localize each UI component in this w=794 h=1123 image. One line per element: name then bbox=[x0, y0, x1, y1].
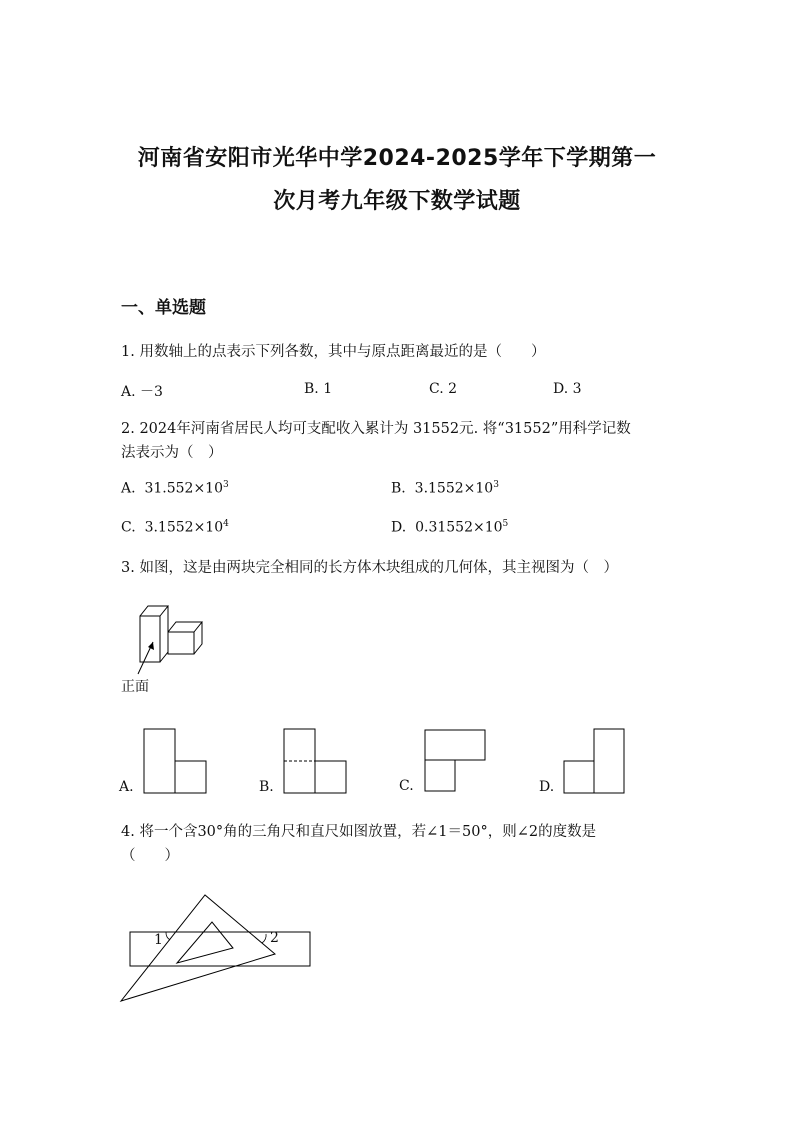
question-1-option-c: C. 2 bbox=[429, 381, 458, 397]
question-2-option-b bbox=[391, 480, 499, 497]
question-2-option-c bbox=[121, 519, 229, 536]
option-exponent: 3 bbox=[223, 480, 229, 490]
option-letter: D. bbox=[391, 519, 407, 536]
question-3-option-d-figure bbox=[560, 725, 630, 797]
question-3-option-b-label: B. bbox=[259, 779, 274, 795]
option-base: 31.552×10 bbox=[144, 480, 223, 497]
option-base: 3.1552×10 bbox=[144, 519, 224, 536]
front-view-label: 正面 bbox=[121, 679, 149, 695]
section-heading: 一、单选题 bbox=[121, 298, 206, 318]
option-letter: B. bbox=[391, 480, 406, 497]
option-letter: C. bbox=[121, 519, 136, 536]
page-title-line2: 次月考九年级下数学试题 bbox=[273, 189, 521, 214]
question-2-option-a bbox=[121, 480, 229, 497]
option-base: 3.1552×10 bbox=[414, 480, 494, 497]
option-base: 0.31552×10 bbox=[415, 519, 503, 536]
question-3-option-c-figure bbox=[421, 726, 491, 796]
page-title-line1: 河南省安阳市光华中学2024-2025学年下学期第一 bbox=[137, 146, 657, 171]
angle-1-label: 1 bbox=[154, 932, 163, 948]
question-4-stem-line1: 4. 将一个含30°角的三角尺和直尺如图放置，若∠1＝50°，则∠2的度数是 bbox=[121, 824, 597, 840]
question-3-option-c-label: C. bbox=[399, 778, 414, 794]
question-2-stem-line2: 法表示为（ ） bbox=[121, 445, 223, 461]
question-2-option-d bbox=[391, 519, 508, 536]
option-exponent: 5 bbox=[502, 519, 509, 529]
question-1-option-a: A. －3 bbox=[121, 384, 163, 400]
option-letter: A. bbox=[121, 480, 136, 497]
angle-2-label: 2 bbox=[270, 930, 279, 946]
question-3-stem: 3. 如图，这是由两块完全相同的长方体木块组成的几何体，其主视图为（ ） bbox=[121, 560, 618, 576]
question-4-stem-line2: （ ） bbox=[121, 848, 179, 864]
option-exponent: 4 bbox=[223, 519, 229, 529]
question-1-option-b: B. 1 bbox=[304, 381, 333, 397]
question-2-stem-line1: 2. 2024年河南省居民人均可支配收入累计为 31552元. 将“31552”用科学记数 bbox=[121, 421, 631, 437]
question-1-stem: 1. 用数轴上的点表示下列各数，其中与原点距离最近的是（ ） bbox=[121, 344, 546, 360]
option-exponent: 3 bbox=[493, 480, 499, 490]
question-3-option-a-figure bbox=[140, 725, 210, 797]
question-3-option-a-label: A. bbox=[119, 779, 134, 795]
question-3-option-b-figure bbox=[280, 725, 350, 797]
question-4-ruler-triangle-figure bbox=[115, 885, 315, 1005]
question-1-option-d: D. 3 bbox=[553, 381, 582, 397]
question-3-option-d-label: D. bbox=[539, 779, 555, 795]
